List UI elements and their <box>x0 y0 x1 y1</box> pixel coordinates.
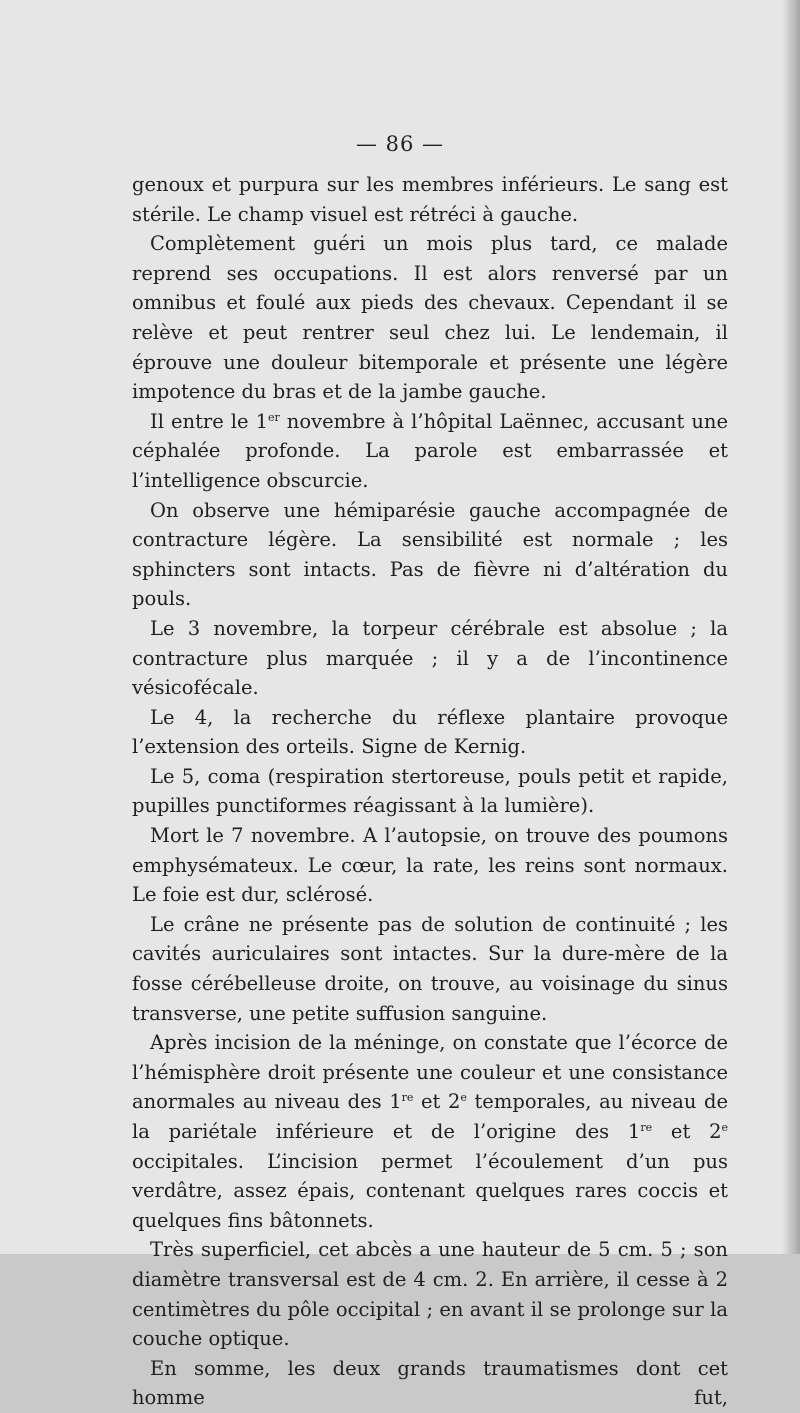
text-run: occipitales. L’incision permet l’écoulement d’un pus verdâtre, assez épais, contenant quelques rares coccis et quelques fins bâtonnets. <box>132 1149 728 1232</box>
text-run: novembre à l’hôpital Laënnec, accusant une céphalée profonde. La parole est embarrassée et l’intelligence obscurcie. <box>132 409 729 492</box>
text-run: Mort le 7 novembre. A l’autopsie, on trouve des poumons emphysémateux. Le cœur, la rate, les reins sont normaux. Le foie est dur, sclérosé. <box>132 824 728 907</box>
paragraph <box>132 821 728 910</box>
superscript: re <box>640 1121 653 1134</box>
text-run: On observe une hémiparésie gauche accompagnée de contracture légère. La sensibilité est normale ; les sphincters sont intacts. Pas de fièvre ni d’altération du pouls. <box>132 498 728 611</box>
paragraph <box>132 1235 728 1353</box>
page-number: — 86 — <box>355 132 445 156</box>
superscript: e <box>460 1091 467 1105</box>
paragraph <box>132 762 728 821</box>
text-run: temporales, au niveau de la pariétale inférieure et de l’origine des 1 <box>132 1090 728 1143</box>
text-run: et 2 <box>652 1120 722 1143</box>
paragraph <box>132 407 728 496</box>
text-run: Le 3 novembre, la torpeur cérébrale est absolue ; la contracture plus marquée ; il y a de l’incontinence vésicofécale. <box>132 616 728 700</box>
paragraph <box>132 614 728 703</box>
paragraph <box>132 703 728 762</box>
body-text <box>132 170 728 1413</box>
paragraph <box>132 1028 728 1235</box>
text-run: Le crâne ne présente pas de solution de continuité ; les cavités auriculaires sont intactes. Sur la dure-mère de la fosse cérébelleuse droite, on trouve, au voisinage du sinus transverse, une petite suffusion sanguine. <box>132 912 728 1025</box>
text-run: Il entre le 1 <box>150 409 268 433</box>
superscript: e <box>721 1121 728 1134</box>
text-run: et 2 <box>413 1090 461 1114</box>
text-run: Après incision de la méninge, on constate que l’écorce de l’hémisphère droit présente une couleur et une consistance anormales au niveau des 1 <box>132 1031 728 1114</box>
superscript: er <box>268 410 280 424</box>
paragraph <box>132 229 728 407</box>
text-run: genoux et purpura sur les membres inférieurs. Le sang est stérile. Le champ visuel est rétréci à gauche. <box>132 173 728 226</box>
paragraph <box>132 170 728 229</box>
paragraph <box>132 1354 728 1413</box>
text-run: Complètement guéri un mois plus tard, ce malade reprend ses occupations. Il est alors renversé par un omnibus et foulé aux pieds des chevaux. Cependant il se relève et peut rentrer seul chez lui. Le lendemain, il éprouve une douleur bitemporale et présente une légère impotence du bras et de la jambe gauche. <box>132 232 728 404</box>
paragraph <box>132 910 728 1028</box>
text-run: Le 4, la recherche du réflexe plantaire provoque l’extension des orteils. Signe de Kernig. <box>132 705 728 759</box>
text-run: Très superficiel, cet abcès a une hauteur de 5 cm. 5 ; son diamètre transversal est de 4 cm. 2. En arrière, il cesse à 2 centimètres du pôle occipital ; en avant il se prolonge sur la couche optique. <box>132 1238 728 1351</box>
text-run: En somme, les deux grands traumatismes dont cet homme fut, <box>132 1356 728 1410</box>
text-run: Le 5, coma (respiration stertoreuse, pouls petit et rapide, pupilles punctiformes réagissant à la lumière). <box>132 764 728 818</box>
superscript: re <box>401 1091 414 1105</box>
paragraph <box>132 496 728 614</box>
